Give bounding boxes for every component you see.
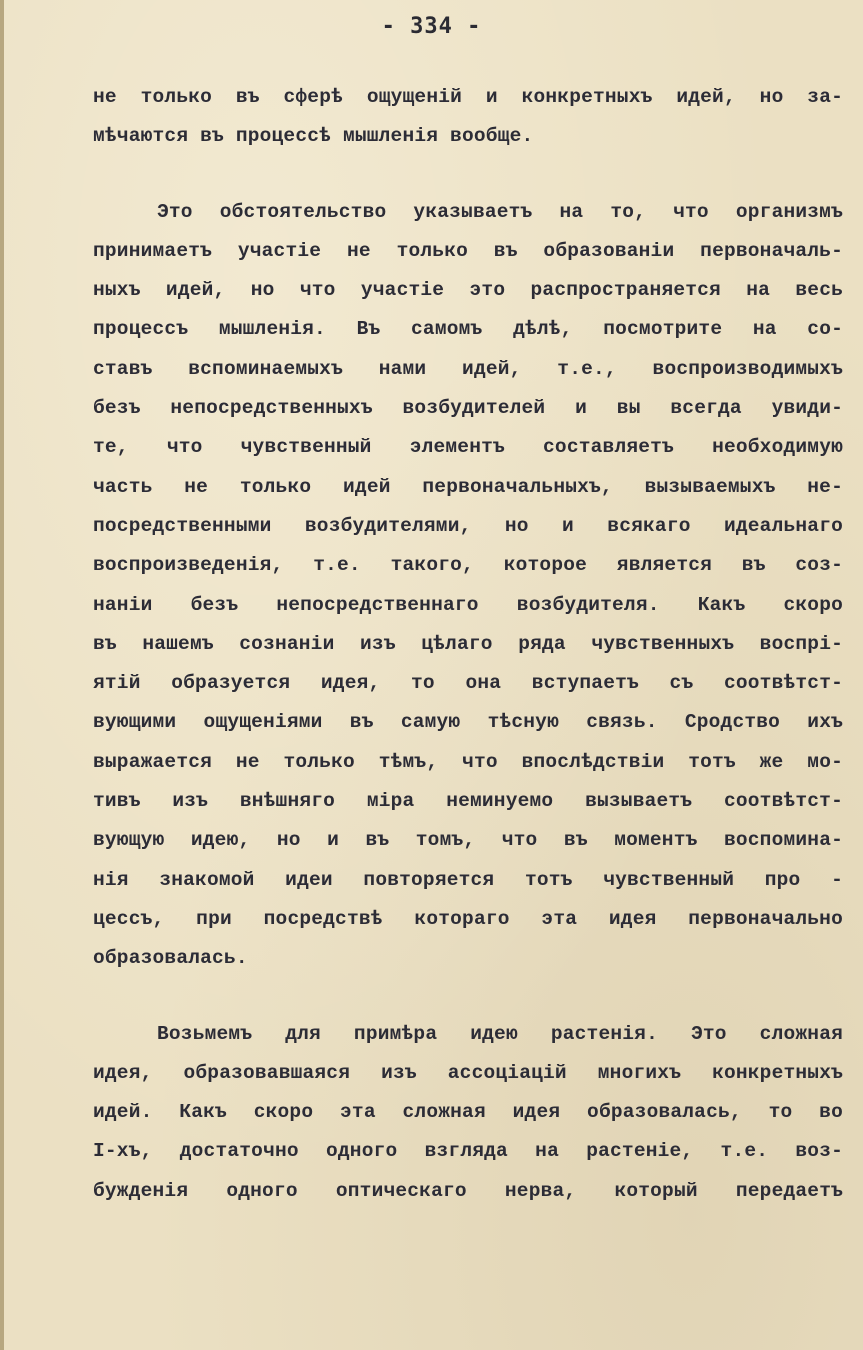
text-line: принимаетъ участіе не только въ образованіи первоначаль- — [93, 239, 843, 262]
text-line: въ нашемъ сознаніи изъ цѣлаго ряда чувственныхъ воспрі- — [93, 632, 843, 655]
page-left-edge — [0, 0, 4, 1350]
text-line: идея, образовавшаяся изъ ассоціацій многихъ конкретныхъ — [93, 1061, 843, 1084]
text-line: I-хъ, достаточно одного взгляда на растеніе, т.е. воз- — [93, 1140, 843, 1163]
page-number: - 334 - — [381, 14, 482, 39]
text-line: наніи безъ непосредственнаго возбудителя. Какъ скоро — [93, 593, 843, 616]
text-line: цессъ, при посредствѣ котораго эта идея первоначально — [93, 907, 843, 930]
paragraph-1 — [93, 78, 843, 157]
text-line: воспроизведенія, т.е. такого, которое является въ соз- — [93, 554, 843, 577]
text-line: не только въ сферѣ ощущеній и конкретныхъ идей, но за- — [93, 86, 843, 108]
text-line: ныхъ идей, но что участіе это распространяется на весь — [93, 279, 843, 302]
text-line: нія знакомой идеи повторяется тотъ чувственный про - — [93, 868, 843, 891]
text-line: образовалась. — [93, 947, 248, 970]
paragraph-2 — [93, 193, 843, 979]
text-line: бужденія одного оптическаго нерва, который передаетъ — [93, 1179, 843, 1202]
text-line: Это обстоятельство указываетъ на то, что организмъ — [157, 200, 843, 223]
text-line: Возьмемъ для примѣра идею растенія. Это сложная — [157, 1022, 843, 1045]
text-line: вующими ощущеніями въ самую тѣсную связь. Сродство ихъ — [93, 711, 843, 734]
text-line: ятій образуется идея, то она вступаетъ съ соотвѣтст- — [93, 672, 843, 695]
text-line: часть не только идей первоначальныхъ, вызываемыхъ не- — [93, 475, 843, 498]
text-line: ставъ вспоминаемыхъ нами идей, т.е., воспроизводимыхъ — [93, 357, 843, 380]
body-text — [93, 78, 843, 1211]
text-line: идей. Какъ скоро эта сложная идея образовалась, то во — [93, 1101, 843, 1124]
text-line: процессъ мышленія. Въ самомъ дѣлѣ, посмотрите на со- — [93, 318, 843, 341]
text-line: тивъ изъ внѣшняго міра неминуемо вызываетъ соотвѣтст- — [93, 790, 843, 813]
text-line: вующую идею, но и въ томъ, что въ моментъ воспомина- — [93, 829, 843, 852]
text-line: мѣчаются въ процессѣ мышленія вообще. — [93, 125, 534, 148]
paragraph-3 — [93, 1015, 843, 1211]
text-line: те, что чувственный элементъ составляетъ необходимую — [93, 436, 843, 459]
text-line: безъ непосредственныхъ возбудителей и вы всегда увиди- — [93, 397, 843, 420]
text-line: выражается не только тѣмъ, что впослѣдствіи тотъ же мо- — [93, 750, 843, 773]
text-line: посредственными возбудителями, но и всякаго идеальнаго — [93, 514, 843, 537]
